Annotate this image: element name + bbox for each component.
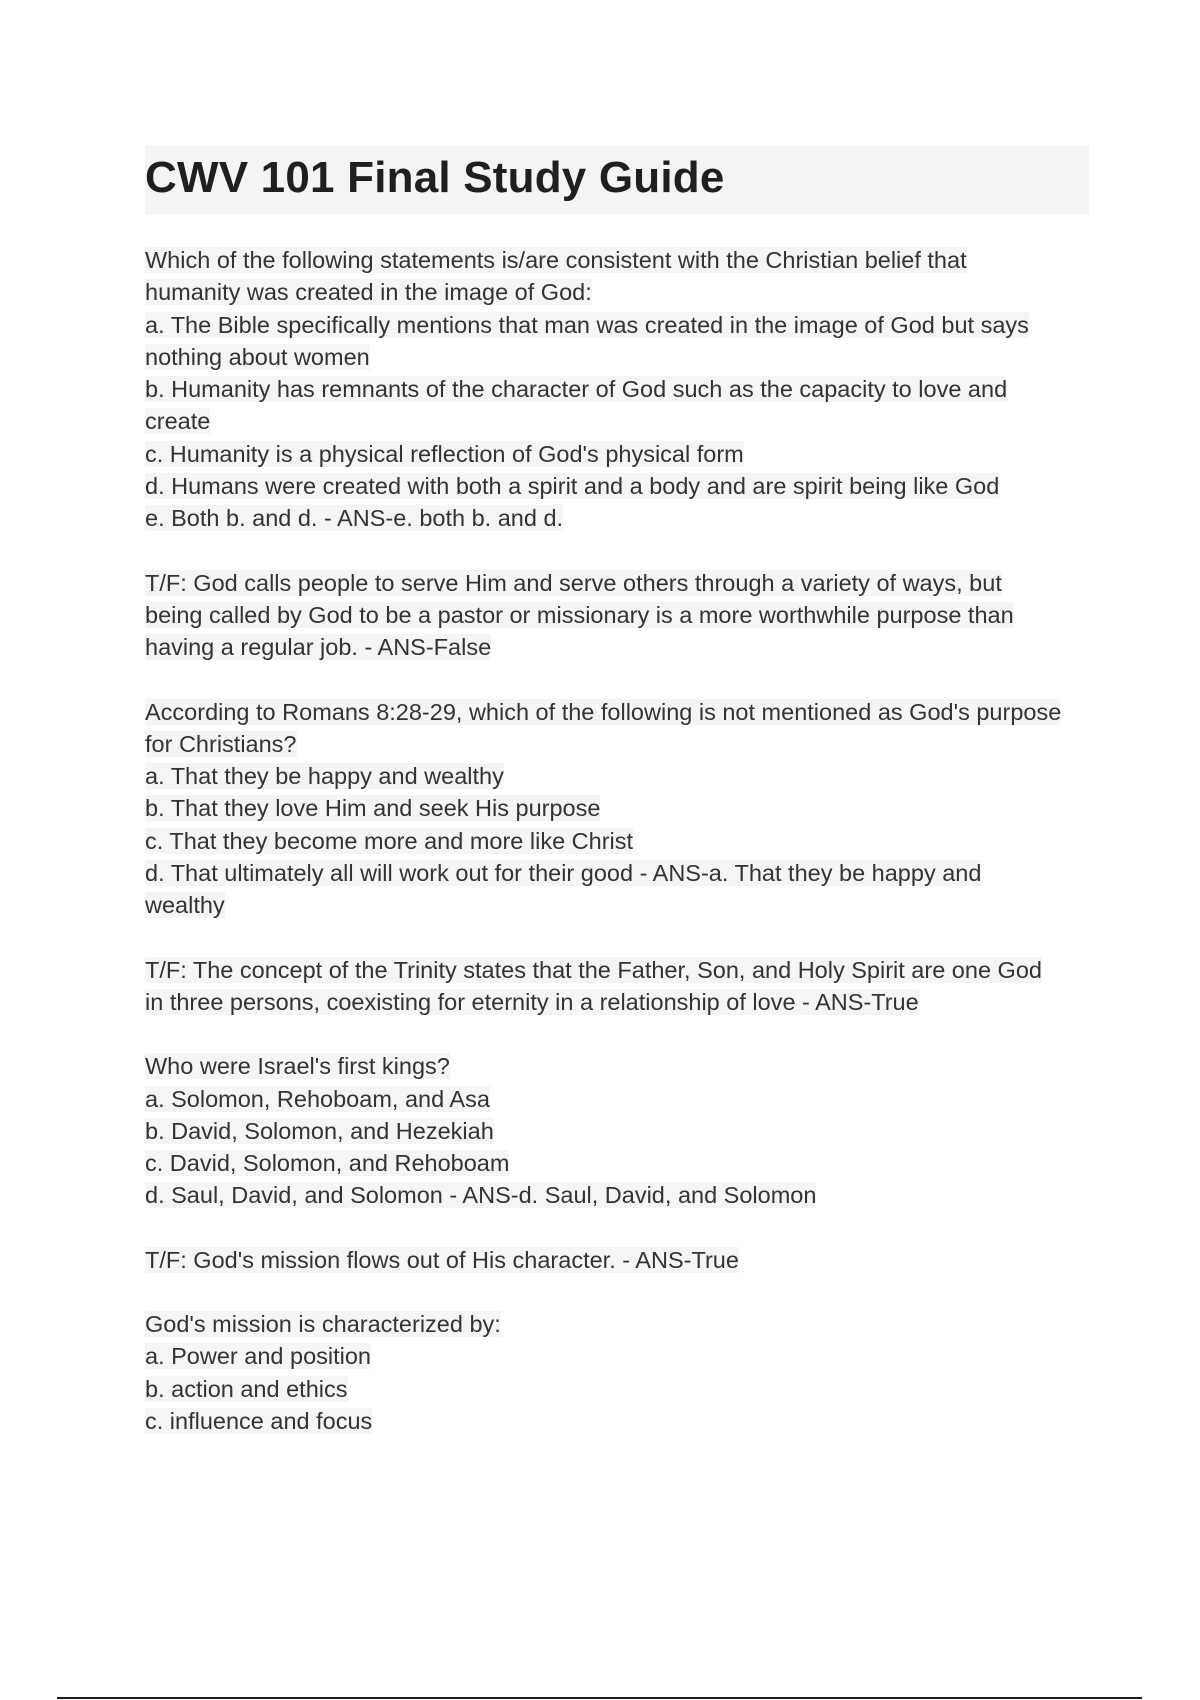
page-title: CWV 101 Final Study Guide	[145, 153, 725, 202]
question-line	[145, 1050, 1089, 1082]
question-line-text: a. That they be happy and wealthy	[145, 763, 504, 790]
question-line-text: nothing about women	[145, 343, 370, 370]
question-line-text: T/F: God calls people to serve Him and serve others through a variety of ways, but	[145, 569, 1002, 596]
question-line-text: T/F: The concept of the Trinity states that the Father, Son, and Holy Spirit are one God	[145, 956, 1042, 983]
question-block	[145, 1308, 1089, 1437]
question-line-text: d. Humans were created with both a spirit and a body and are spirit being like God	[145, 473, 1000, 500]
question-line	[145, 792, 1089, 824]
question-line	[145, 438, 1089, 470]
question-list	[145, 244, 1089, 1437]
question-line-text: d. Saul, David, and Solomon - ANS-d. Saul, David, and Solomon	[145, 1182, 817, 1209]
question-block	[145, 696, 1089, 922]
question-line-text: b. That they love Him and seek His purpose	[145, 795, 601, 822]
question-line	[145, 986, 1089, 1018]
question-line-text: b. action and ethics	[145, 1375, 348, 1402]
question-line-text: a. Power and position	[145, 1343, 372, 1370]
question-line-text: wealthy	[145, 892, 225, 919]
question-line	[145, 470, 1089, 502]
question-line-text: Which of the following statements is/are consistent with the Christian belief that	[145, 247, 967, 273]
question-line-text: humanity was created in the image of God:	[145, 279, 592, 306]
question-line-text: a. Solomon, Rehoboam, and Asa	[145, 1085, 490, 1112]
question-line-text: having a regular job. - ANS-False	[145, 634, 492, 661]
question-line	[145, 309, 1089, 341]
question-line	[145, 1308, 1089, 1340]
question-line-text: c. Humanity is a physical reflection of God's physical form	[145, 440, 744, 467]
question-line	[145, 1244, 1089, 1276]
question-block	[145, 244, 1089, 535]
question-line-text: Who were Israel's first kings?	[145, 1053, 450, 1080]
question-line	[145, 889, 1089, 921]
question-line-text: God's mission is characterized by:	[145, 1311, 501, 1338]
question-line	[145, 728, 1089, 760]
question-line	[145, 760, 1089, 792]
question-line	[145, 567, 1089, 599]
question-line	[145, 857, 1089, 889]
question-line	[145, 373, 1089, 405]
question-line-text: d. That ultimately all will work out for their good - ANS-a. That they be happy and	[145, 860, 982, 887]
question-line	[145, 502, 1089, 534]
question-line-text: a. The Bible specifically mentions that man was created in the image of God but says	[145, 311, 1029, 338]
question-line-text: c. David, Solomon, and Rehoboam	[145, 1150, 510, 1177]
question-line-text: c. influence and focus	[145, 1407, 373, 1434]
footer-divider	[57, 1697, 1142, 1699]
question-block	[145, 567, 1089, 664]
question-line	[145, 954, 1089, 986]
question-line	[145, 1373, 1089, 1405]
question-line-text: for Christians?	[145, 730, 297, 757]
question-line-text: in three persons, coexisting for eternity in a relationship of love - ANS-True	[145, 988, 919, 1015]
question-line	[145, 825, 1089, 857]
question-line	[145, 1405, 1089, 1437]
question-line-text: create	[145, 408, 211, 435]
question-line	[145, 276, 1089, 308]
question-line-text: e. Both b. and d. - ANS-e. both b. and d.	[145, 505, 564, 532]
document-page	[145, 146, 1089, 1469]
question-line-text: b. Humanity has remnants of the character of God such as the capacity to love and	[145, 376, 1008, 403]
question-line	[145, 1147, 1089, 1179]
question-line	[145, 1340, 1089, 1372]
question-line	[145, 341, 1089, 373]
question-block	[145, 954, 1089, 1019]
question-line-text: being called by God to be a pastor or missionary is a more worthwhile purpose than	[145, 601, 1014, 628]
question-line-text: T/F: God's mission flows out of His character. - ANS-True	[145, 1246, 739, 1273]
question-line	[145, 631, 1089, 663]
question-line-text: b. David, Solomon, and Hezekiah	[145, 1117, 494, 1144]
question-line	[145, 599, 1089, 631]
question-block	[145, 1244, 1089, 1276]
question-line	[145, 1083, 1089, 1115]
question-line	[145, 1115, 1089, 1147]
question-line	[145, 696, 1089, 728]
question-line	[145, 405, 1089, 437]
question-line-text: According to Romans 8:28-29, which of the following is not mentioned as God's purpose	[145, 698, 1062, 725]
title-banner	[145, 146, 1089, 214]
question-line	[145, 1179, 1089, 1211]
question-line	[145, 244, 1089, 276]
question-block	[145, 1050, 1089, 1211]
question-line-text: c. That they become more and more like Christ	[145, 827, 634, 854]
